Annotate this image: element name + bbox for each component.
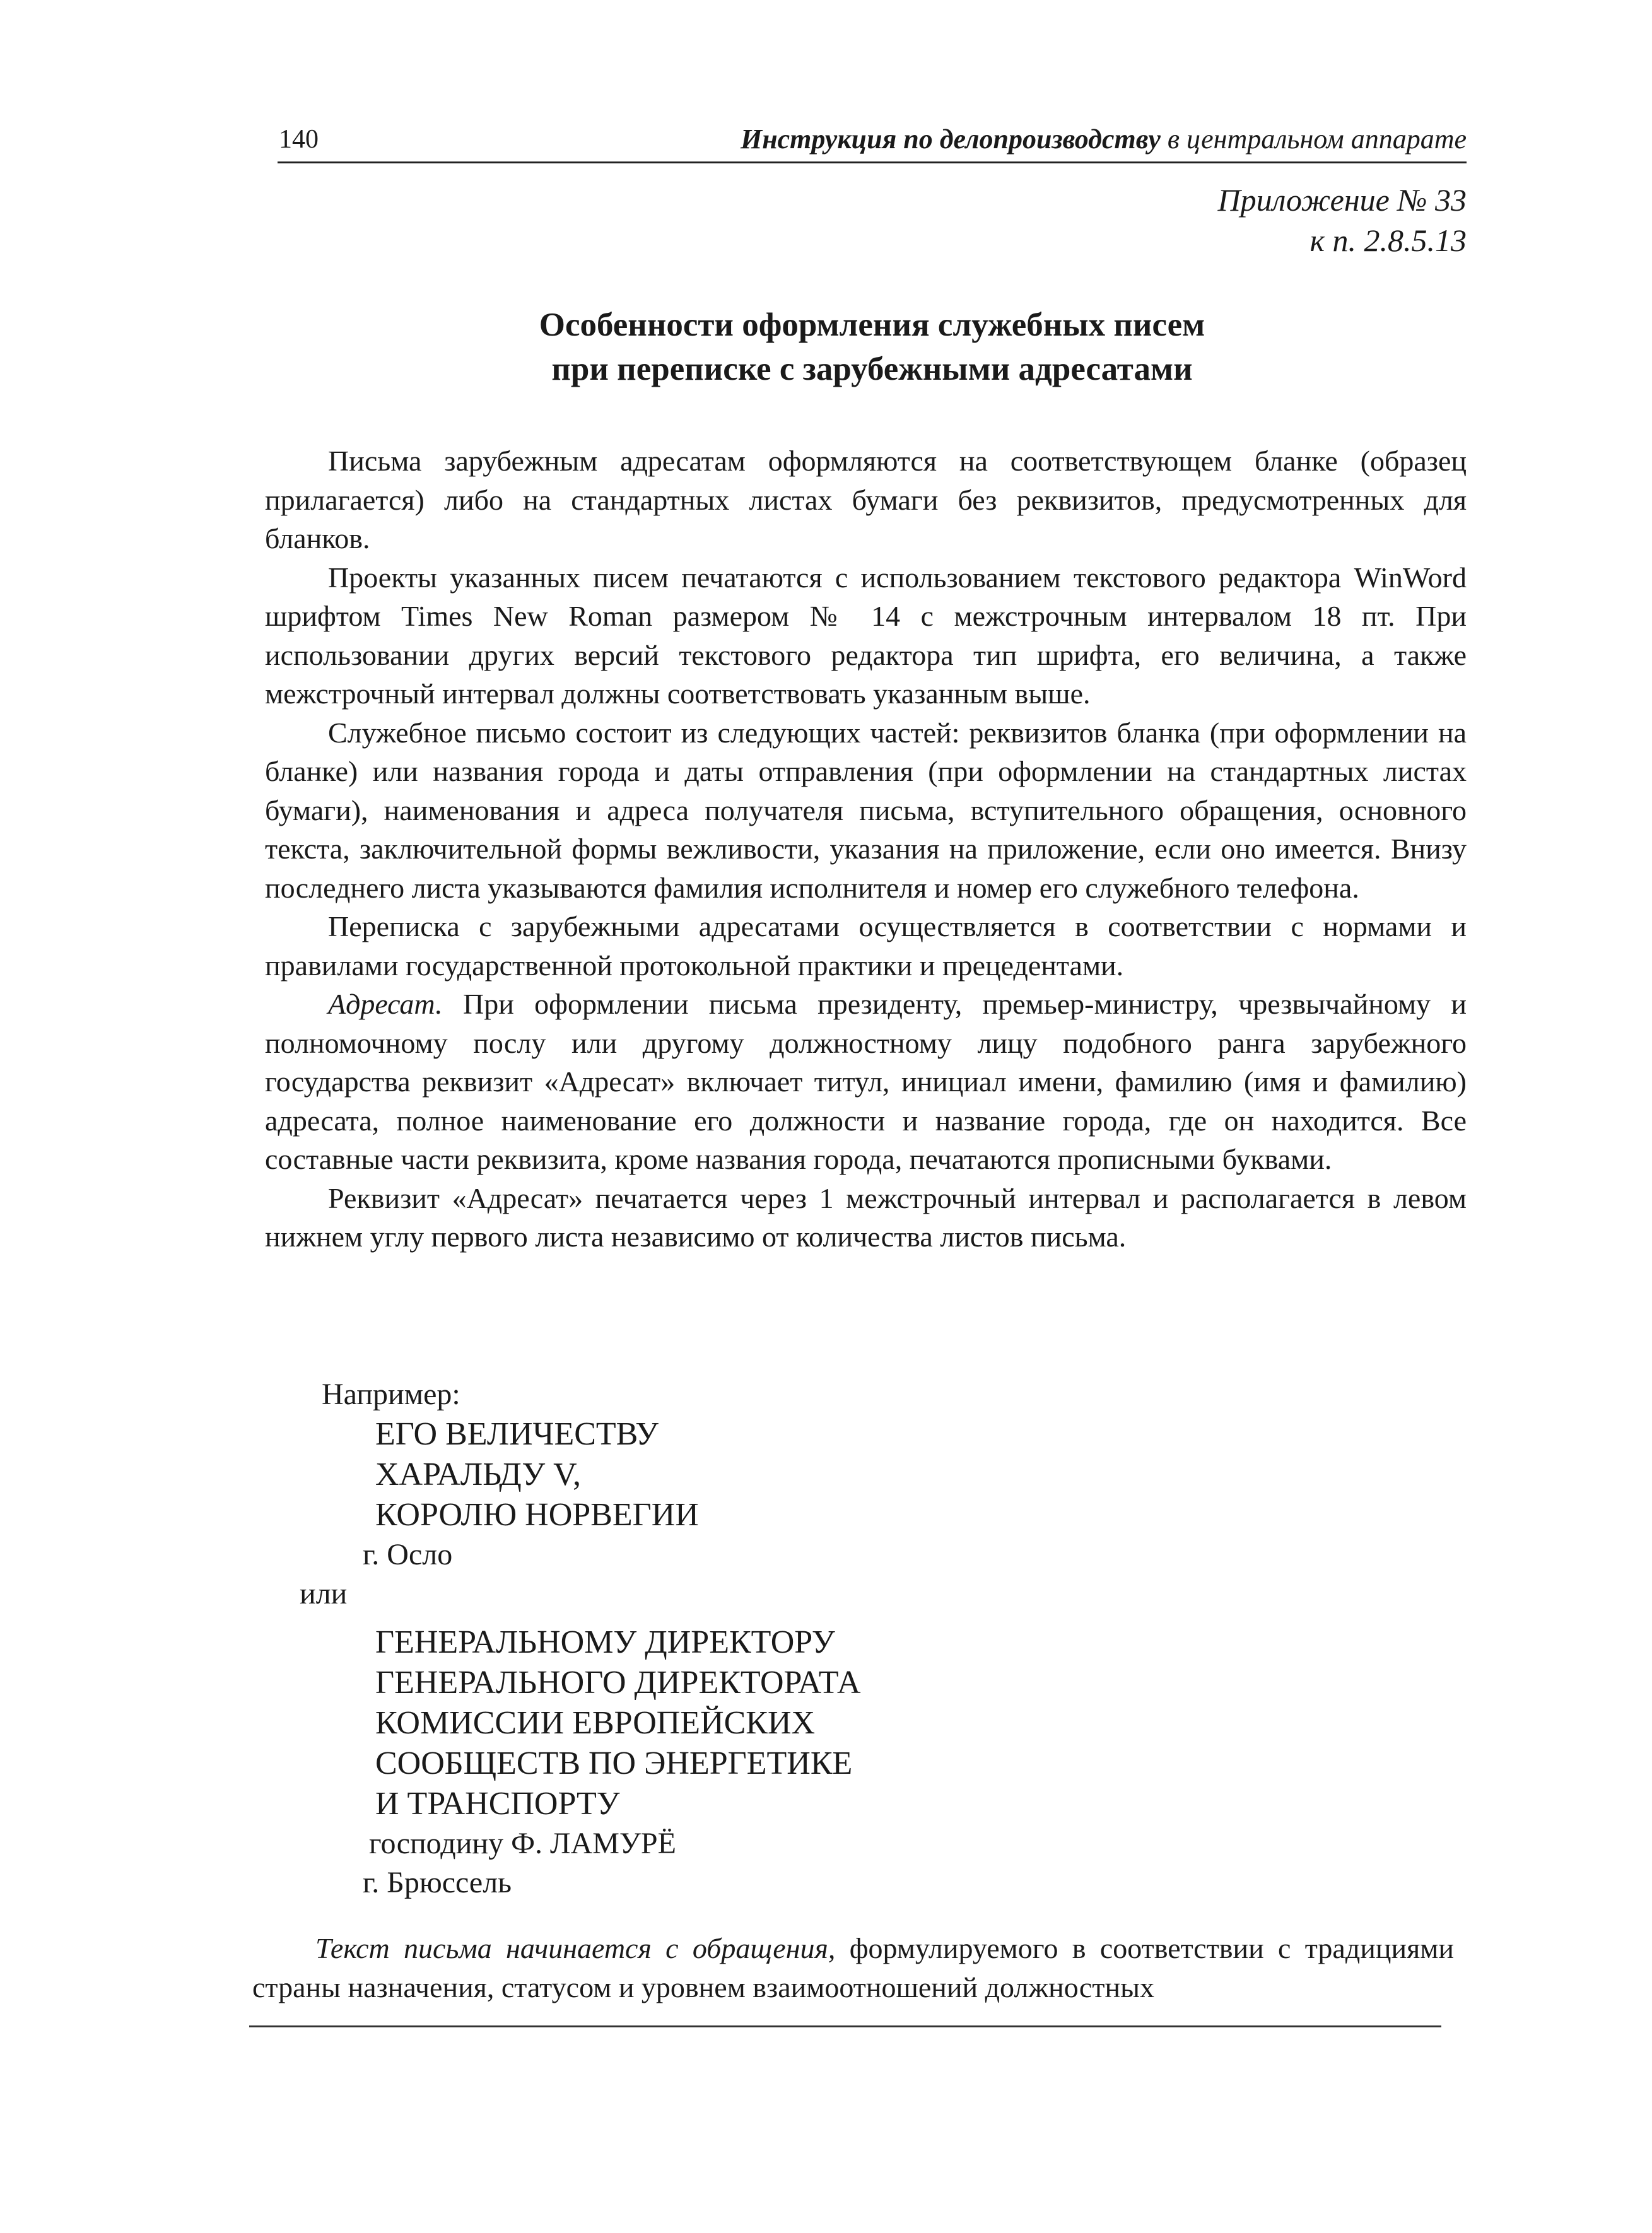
closing-rest: формулируемого в соответствии с традициями страны назначения, статусом и уровнем взаимоотношений должностных <box>252 1932 1454 2003</box>
example-1-line-1: ЕГО ВЕЛИЧЕСТВУ <box>375 1416 659 1452</box>
example-2-line-3: КОМИССИИ ЕВРОПЕЙСКИХ <box>375 1705 816 1741</box>
example-2-line-4: СООБЩЕСТВ ПО ЭНЕРГЕТИКЕ <box>375 1745 853 1781</box>
appendix-reference: к п. 2.8.5.13 <box>1309 223 1467 258</box>
running-header-title <box>741 124 1467 155</box>
examples-intro: Например: <box>322 1378 460 1411</box>
examples-gap <box>265 1614 1463 1622</box>
paragraph-5-text: При оформлении письма президенту, премьер-министру, чрезвычайному и полномочному послу или другому должностному лицу подобного ранга зарубежного государства реквизит «Адресат» включает титул, инициал имени, фамилию (имя и фамилию) адресата, полное наименование его должности и название города, где он находится. Все составные части реквизита, кроме названия города, печатаются прописными буквами. <box>265 988 1467 1175</box>
example-2-recipient: господину Ф. ЛАМУРЁ <box>369 1827 676 1860</box>
example-2-line-5: И ТРАНСПОРТУ <box>375 1786 620 1822</box>
appendix-number: Приложение № 33 <box>1217 182 1467 218</box>
paragraph-6: Реквизит «Адресат» печатается через 1 межстрочный интервал и располагается в левом нижнем углу первого листа независимо от количества листов письма. <box>265 1181 1467 1253</box>
example-1-line-3: КОРОЛЮ НОРВЕГИИ <box>375 1497 699 1533</box>
closing-paragraph <box>252 1929 1454 2007</box>
paragraph-1: Письма зарубежным адресатам оформляются на соответствующем бланке (образец прилагается) либо на стандартных листах бумаги без реквизитов, предусмотренных для бланков. <box>265 445 1467 554</box>
addressee-term: Адресат. <box>328 988 443 1020</box>
example-1-city: г. Осло <box>363 1538 453 1571</box>
appendix-label <box>1218 180 1467 261</box>
running-header <box>278 121 1467 163</box>
footer-rule <box>249 2025 1441 2027</box>
page-number: 140 <box>279 125 319 154</box>
title-line-1: Особенности оформления служебных писем <box>539 307 1205 343</box>
examples-or: или <box>300 1577 348 1610</box>
paragraph-5 <box>265 985 1467 1179</box>
closing-text <box>252 1929 1454 2007</box>
title-line-2: при переписке с зарубежными адресатами <box>551 351 1193 387</box>
header-title-rest: в центральном аппарате <box>1160 124 1467 155</box>
example-2-city: г. Брюссель <box>363 1866 512 1899</box>
closing-italic: Текст письма начинается с обращения, <box>315 1932 836 1964</box>
example-2-line-2: ГЕНЕРАЛЬНОГО ДИРЕКТОРАТА <box>375 1665 861 1701</box>
document-title <box>278 303 1467 391</box>
paragraph-2: Проекты указанных писем печатаются с использованием текстового редактора WinWord шрифтом Times New Roman размером № 14 с межстрочным интервалом 18 пт. При использовании других версий текстового редактора тип шрифта, его величина, а также межстрочный интервал должны соответствовать указанным выше. <box>265 561 1467 710</box>
paragraph-4: Переписка с зарубежными адресатами осуществляется в соответствии с нормами и правилами государственной протокольной практики и прецедентами. <box>265 910 1467 982</box>
body-text <box>265 442 1467 1257</box>
header-title-bold: Инструкция по делопроизводству <box>740 124 1161 155</box>
example-1-line-2: ХАРАЛЬДУ V, <box>375 1456 582 1492</box>
paragraph-3: Служебное письмо состоит из следующих частей: реквизитов бланка (при оформлении на бланке) или названия города и даты отправления (при оформлении на стандартных листах бумаги), наименования и адреса получателя письма, вступительного обращения, основного текста, заключительной формы вежливости, указания на приложение, если оно имеется. Внизу последнего листа указываются фамилия исполнителя и номер его служебного телефона. <box>265 716 1467 904</box>
addressee-examples <box>265 1375 1463 1902</box>
example-2-line-1: ГЕНЕРАЛЬНОМУ ДИРЕКТОРУ <box>375 1624 835 1660</box>
